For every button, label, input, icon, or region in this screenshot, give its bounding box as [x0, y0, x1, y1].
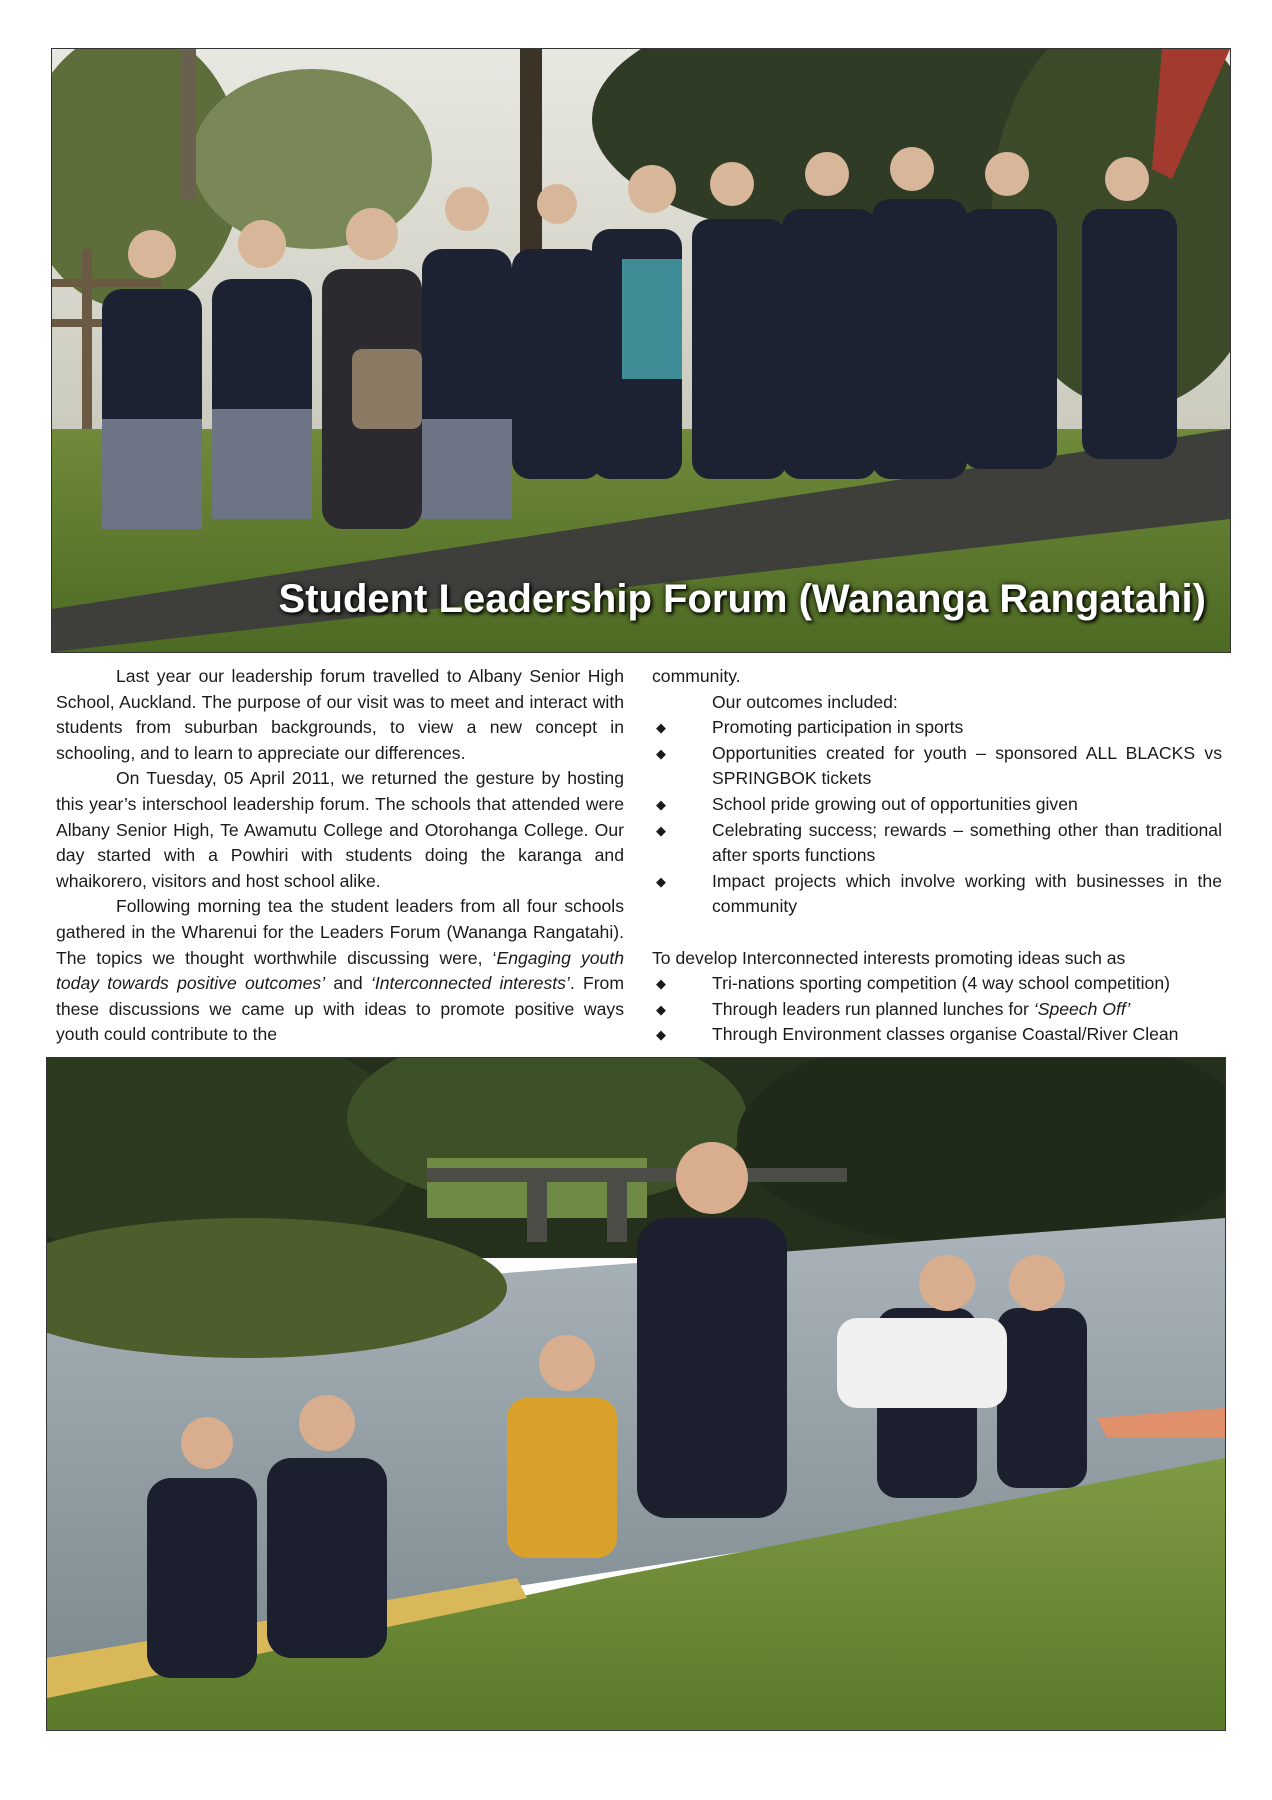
group-photo-image [52, 49, 1230, 652]
outcome-text: School pride growing out of opportunities given [712, 793, 1078, 814]
group-photo [51, 48, 1231, 653]
spacer [652, 920, 1222, 946]
list-item [652, 869, 1222, 920]
paragraph-visit: Last year our leadership forum travelled to Albany Senior High School, Auckland. The purpose of our visit was to meet and interact with students from suburban backgrounds, to view a new concept in schooling, and to learn to appreciate our differences. [56, 666, 624, 763]
list-item [652, 1022, 1222, 1048]
paragraph-forum [56, 894, 624, 1048]
list-item [652, 997, 1222, 1023]
continuation-text: community. [652, 666, 741, 686]
list-item [652, 792, 1222, 818]
list-item [652, 741, 1222, 792]
river-photo [46, 1057, 1226, 1731]
list-item [652, 971, 1222, 997]
outcome-text: Celebrating success; rewards – something other than traditional after sports functions [712, 819, 1222, 866]
topic-engaging-youth: Engaging youth today towards positive outcomes’ [56, 947, 625, 994]
right-column [652, 664, 1222, 1048]
list-item [652, 715, 1222, 741]
bullet-icon: ◆ [656, 822, 666, 838]
develop-text: Through Environment classes organise Coastal/River Clean [712, 1024, 1179, 1045]
forum-text-and: and [325, 973, 371, 994]
topic-interconnected: ‘Interconnected interests’ [370, 973, 570, 994]
bullet-icon: ◆ [656, 873, 666, 889]
bullet-icon: ◆ [656, 745, 666, 761]
bullet-icon: ◆ [656, 1027, 666, 1043]
paragraph-hosting: On Tuesday, 05 April 2011, we returned the gesture by hosting this year’s interschool leadership forum. The schools that attended were Albany Senior High, Te Awamutu College and Otorohanga College. Our day started with a Powhiri with students doing the karanga and whaikorero, visitors and host school alike. [56, 768, 624, 891]
forum-text-start: Following morning tea the student leaders from all four schools gathered in the Wharenui for the Leaders Forum (Wananga Rangatahi). The topics we thought worthwhile discussing were, ‘ [56, 896, 624, 968]
outcome-text: Promoting participation in sports [712, 717, 964, 738]
list-item [652, 818, 1222, 869]
develop-list [652, 971, 1222, 1048]
outcomes-intro: Our outcomes included: [712, 691, 898, 712]
forum-text-end: . From these discussions we came up with ideas to promote positive ways youth could contribute to the [56, 973, 624, 1045]
bullet-icon: ◆ [656, 1001, 666, 1017]
bullet-icon: ◆ [656, 976, 666, 992]
speech-off-text: ‘Speech Off’ [1033, 998, 1131, 1019]
develop-text: Tri-nations sporting competition (4 way school competition) [712, 973, 1170, 994]
page-title: Student Leadership Forum (Wananga Rangatahi) [278, 577, 1206, 621]
develop-intro: To develop Interconnected interests promoting ideas such as [652, 947, 1126, 968]
outcome-text: Impact projects which involve working with businesses in the community [712, 870, 1222, 917]
develop-text: Through leaders run planned lunches for [712, 998, 1034, 1019]
outcomes-list [652, 715, 1222, 920]
river-photo-image [47, 1058, 1225, 1730]
left-column [56, 664, 624, 1048]
outcome-text: Opportunities created for youth – sponsored ALL BLACKS vs SPRINGBOK tickets [712, 742, 1222, 789]
bullet-icon: ◆ [656, 796, 666, 812]
bullet-icon: ◆ [656, 720, 666, 736]
